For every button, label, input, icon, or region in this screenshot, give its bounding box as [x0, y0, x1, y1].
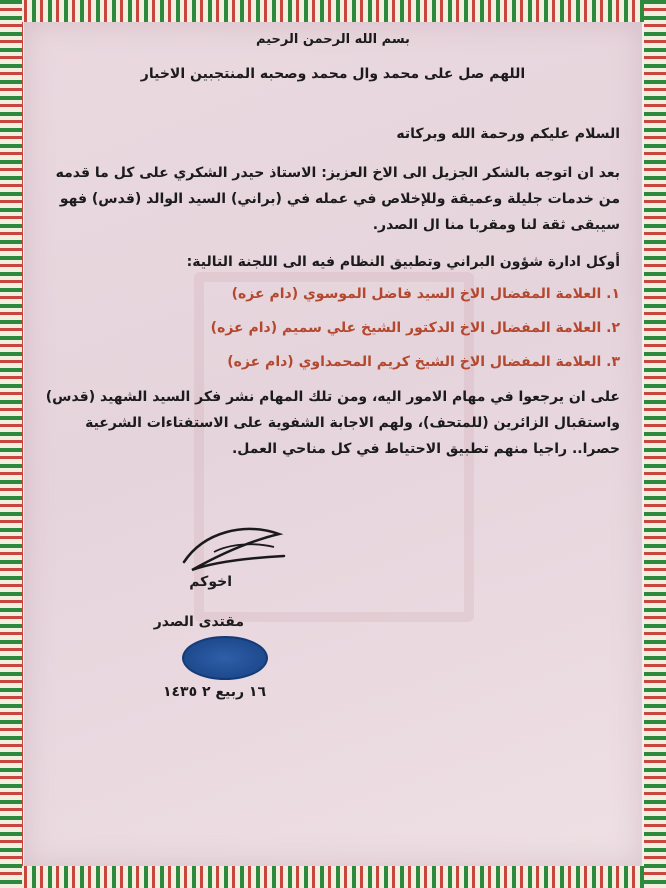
- committee-intro: أوكل ادارة شؤون البراني وتطبيق النظام فيه الى اللجنة التالية:: [186, 254, 620, 270]
- basmala: بسم الله الرحمن الرحيم: [256, 32, 410, 47]
- border-left: [0, 0, 22, 888]
- greeting: السلام عليكم ورحمة الله وبركاته: [396, 126, 620, 142]
- letter-date: ١٦ ربيع ٢ ١٤٣٥: [162, 684, 266, 700]
- official-seal: [182, 636, 268, 680]
- letter-page: [24, 22, 642, 866]
- border-bottom: [0, 866, 666, 888]
- committee-member-3: ٣. العلامة المفضال الاخ الشيخ كريم المحمداوي (دام عزه): [227, 354, 620, 370]
- border-top: [0, 0, 666, 22]
- paragraph-duties: على ان يرجعوا في مهام الامور اليه، ومن تلك المهام نشر فكر السيد الشهيد (قدس) واستقبال الزائرين (للمتحف)، ولهم الاجابة الشفوية على الاستفتاءات الشرعية حصرا.. راجيا منهم تطبيق الاحتياط في كل مناحي العمل.: [45, 389, 620, 457]
- paragraph-thanks: بعد ان اتوجه بالشكر الجزيل الى الاخ العزيز: الاستاذ حيدر الشكري على كل ما قدمه من خدمات جليلة وعميقة وللإخلاص في عمله في (براني) السيد الوالد (قدس) فهو سيبقى ثقة لنا ومقربا منا ال الصدر.: [55, 165, 620, 233]
- signature: [174, 512, 294, 582]
- committee-member-2: ٢. العلامة المفضال الاخ الدكتور الشيخ علي سميم (دام عزه): [210, 320, 620, 336]
- closing: اخوكم: [189, 574, 232, 590]
- committee-member-1: ١. العلامة المفضال الاخ السيد فاضل الموسوي (دام عزه): [231, 286, 620, 302]
- salawat-line: اللهم صل على محمد وال محمد وصحبه المنتجبين الاخيار: [140, 66, 526, 82]
- border-right: [644, 0, 666, 888]
- signer-name: مقتدى الصدر: [153, 614, 244, 630]
